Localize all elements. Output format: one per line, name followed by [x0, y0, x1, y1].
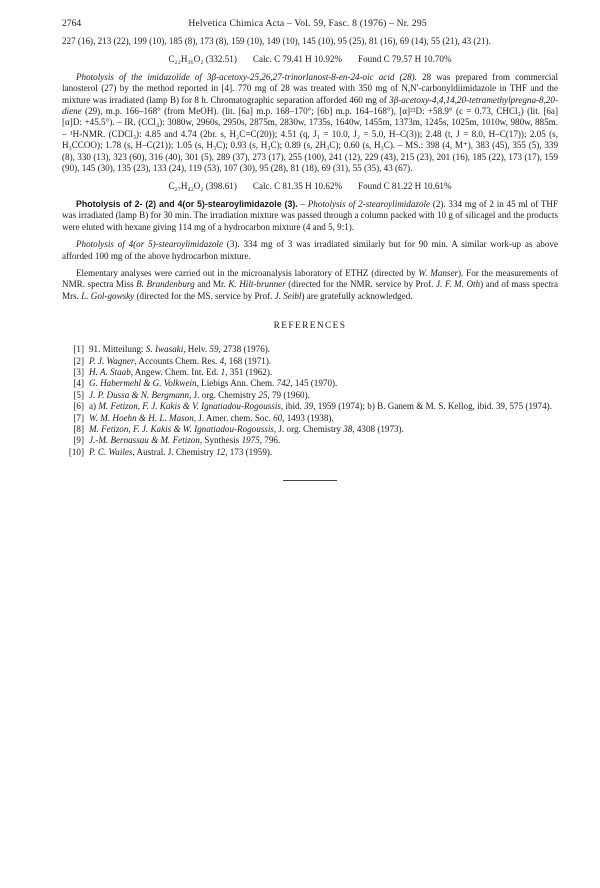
person-name: K. Hilt-brunner	[228, 279, 286, 290]
reference-volume: 1	[220, 366, 226, 377]
reference-author: G. Habermehl & G. Volkwein	[89, 378, 197, 389]
elemental-analysis-1	[62, 54, 558, 65]
reference-volume: 39	[304, 401, 314, 412]
reference-list	[62, 344, 558, 458]
paragraph-4-stearoylimidazole	[62, 239, 558, 262]
found-values: Found C 79.57 H 10.70%	[358, 54, 452, 65]
reference-item: [10] P. C. Wailes, Austral. J. Chemistry 12, 173 (1959).	[62, 447, 558, 458]
reference-item: [6] a) M. Fetizon, F. J. Kakis & V. Ignatiadou-Rogoussis, ibid. 39, 1959 (1974); b) B. Ganem & M. S. Kellog, ibid. 39, 575 (1974).	[62, 401, 558, 412]
reference-volume: 59	[209, 344, 219, 355]
section-heading: Photolysis of 2- (2) and 4(or 5)-stearoylimidazole (3).	[76, 198, 298, 209]
reference-author: J. P. Dussa & N. Bergmann	[89, 389, 190, 400]
reference-author: M. Fetizon, F. J. Kakis & V. Ignatiadou-Rogoussis	[98, 401, 281, 412]
paragraph-text: 28 was prepared from commercial lanosterol (27) by the method reported in [4]. 770 mg of 28 was treated with 350 mg of N,N'-carbonyldiimidazole in THF and the mixture was irradiated (lamp B) for 8 h. Chromatographic separation afforded 460 mg of	[62, 71, 558, 105]
reference-author: W. M. Hoehn & H. L. Mason	[89, 412, 194, 423]
reference-item: [7] W. M. Hoehn & H. L. Mason, J. Amer. chem. Soc. 60, 1493 (1938).	[62, 413, 558, 424]
reference-number: [7]	[73, 412, 84, 423]
reference-author: S. Iwasaki	[145, 344, 184, 355]
reference-item: [2] P. J. Wagner, Accounts Chem. Res. 4, 168 (1971).	[62, 356, 558, 367]
reference-author: P. J. Wagner	[89, 355, 135, 366]
reference-author: P. C. Wailes	[89, 446, 133, 457]
reference-number: [3]	[73, 366, 84, 377]
compound-name: 3β-acetoxy-4,4,14,20-tetramethylpregna-8,20-diene	[62, 94, 558, 117]
reference-number: [1]	[73, 344, 84, 355]
reference-number: [2]	[73, 355, 84, 366]
subsection-heading: – Photolysis of 2-stearoylimidazole	[297, 198, 431, 209]
paragraph-text: (29), m.p. 166–168° (from MeOH). (lit. [6a] m.p. 168–170°; [6b] m.p. 164–168°), [α]²²D: +58.9° (c = 0.73, CHCl₃) (lit. [6a] [α]D: +45.5°). – IR. (CCl₄): 3080w, 2960s, 2950s, 2875m, 2830w, 1735s, 1640w, 1455m, 1373m, 1245s, 1025m, 1010w, 980w, 885m. – ¹H-NMR. (CDCl₃): 4.85 and 4.74 (2br. s, H₂C=C(20)); 4.51 (q, J₁ = 10.0, J₂ = 5.0, H–C(3)); 2.48 (t, J = 8.0, H–C(17)); 2.05 (s, H₃CCOO); 1.78 (s, H–C(21)); 1.05 (s, H₃C); 0.93 (s, H₃C); 0.89 (s, 2H₃C); 0.60 (s, H₃C). – MS.: 398 (4, M⁺), 383 (45), 355 (5), 339 (8), 330 (13), 323 (60), 316 (40), 301 (5), 289 (37), 273 (17), 255 (100), 241 (12), 229 (43), 215 (23), 201 (16), 185 (22), 173 (17), 159 (90), 145 (30), 135 (23), 133 (24), 119 (53), 107 (30), 95 (28), 81 (18), 69 (31), 55 (35), 43 (67).	[62, 106, 558, 174]
running-header	[62, 18, 558, 30]
ms-data-continued: 227 (16), 213 (22), 199 (10), 185 (8), 173 (8), 159 (10), 149 (10), 145 (10), 95 (25), 81 (16), 69 (14), 55 (21), 43 (21).	[62, 36, 491, 46]
calculated-values: Calc. C 79.41 H 10.92%	[252, 54, 343, 65]
reference-author: J.-M. Bernassau & M. Fetizon	[89, 435, 200, 446]
acknowledgements: Elementary analyses were carried out in the microanalysis laboratory of ETHZ (directed by W. Manser). For the measurements of NMR. spectra Miss B. Brandenburg and Mr. K. Hilt-brunner (directed for the NMR. service by Prof. J. F. M. Oth) and of mass spectra Mrs. L. Gol-gowsky (directed for the MS. service by Prof. J. Seibl) are gratefully acknowledged.	[62, 267, 559, 301]
found-values: Found C 81.22 H 10.61%	[358, 181, 452, 192]
reference-volume: 38	[343, 423, 353, 434]
reference-volume: 742	[276, 378, 291, 389]
references-heading: REFERENCES	[273, 321, 347, 332]
reference-number: [6]	[73, 401, 84, 412]
paragraph-stearoylimidazole	[62, 199, 558, 233]
person-name: J. Seibl	[274, 290, 302, 301]
paragraph-text: (3). 334 mg of 3 was irradiated similarly but for 90 min. A similar work-up as above afforded 100 mg of the above hydrocarbon mixture.	[62, 239, 558, 261]
molecular-formula: C₂₇H₄₂O₂ (398.61)	[168, 181, 237, 192]
calculated-values: Calc. C 81.35 H 10.62%	[252, 181, 343, 192]
reference-item: [4] G. Habermehl & G. Volkwein, Liebigs Ann. Chem. 742, 145 (1970).	[62, 378, 558, 389]
molecular-formula: C₂₂H₃₆O₂ (332.51)	[168, 54, 237, 65]
person-name: J. F. M. Oth	[435, 279, 481, 290]
person-name: W. Manser	[418, 267, 459, 278]
reference-number: [5]	[73, 389, 84, 400]
person-name: B. Brandenburg	[136, 279, 195, 290]
journal-title: Helvetica Chimica Acta – Vol. 59, Fasc. 8 (1976) – Nr. 295	[188, 18, 427, 29]
reference-number: [8]	[73, 423, 84, 434]
paper-page	[62, 18, 558, 481]
reference-item: [9] J.-M. Bernassau & M. Fetizon, Synthesis 1975, 796.	[62, 435, 558, 446]
person-name: L. Gol-gowsky	[81, 290, 135, 301]
reference-author: H. A. Staab	[89, 366, 131, 377]
reference-item: [1] 91. Mitteilung: S. Iwasaki, Helv. 59, 2738 (1976).	[62, 344, 558, 355]
reference-number: [10]	[68, 446, 84, 457]
reference-volume: 4	[219, 355, 225, 366]
paragraph-text: (2). 334 mg of 2 in 45 ml of THF was irradiated (lamp B) for 30 min. The irradiation mixture was passed through a column packed with 10 g of silicagel and the products were eluted with hexane giving 114 mg of a hydrocarbon mixture (4 and 5, 9:1).	[62, 198, 558, 232]
paragraph-photolysis-imidazolide	[62, 72, 558, 175]
reference-volume: 12	[216, 446, 226, 457]
reference-volume: 60	[273, 412, 283, 423]
reference-item: [3] H. A. Staab, Angew. Chem. Int. Ed. 1, 351 (1962).	[62, 367, 558, 378]
reference-number: [9]	[73, 435, 84, 446]
reference-author: M. Fetizon, F. J. Kakis & W. Ignatiadou-Rogoussis	[89, 423, 274, 434]
reference-number: [4]	[73, 378, 84, 389]
reference-item: [5] J. P. Dussa & N. Bergmann, J. org. Chemistry 25, 79 (1960).	[62, 390, 558, 401]
page-number: 2764	[62, 18, 82, 29]
section-heading: Photolysis of the imidazolide of 3β-acetoxy-25,26,27-trinorlanost-8-en-24-oic acid (28).	[76, 71, 417, 82]
reference-volume: 25	[258, 389, 268, 400]
end-rule	[283, 480, 337, 481]
section-heading: Photolysis of 4(or 5)-stearoylimidazole	[76, 239, 223, 250]
reference-item: [8] M. Fetizon, F. J. Kakis & W. Ignatiadou-Rogoussis, J. org. Chemistry 38, 4308 (1973).	[62, 424, 558, 435]
elemental-analysis-2	[62, 181, 558, 192]
reference-volume: 1975	[241, 435, 260, 446]
